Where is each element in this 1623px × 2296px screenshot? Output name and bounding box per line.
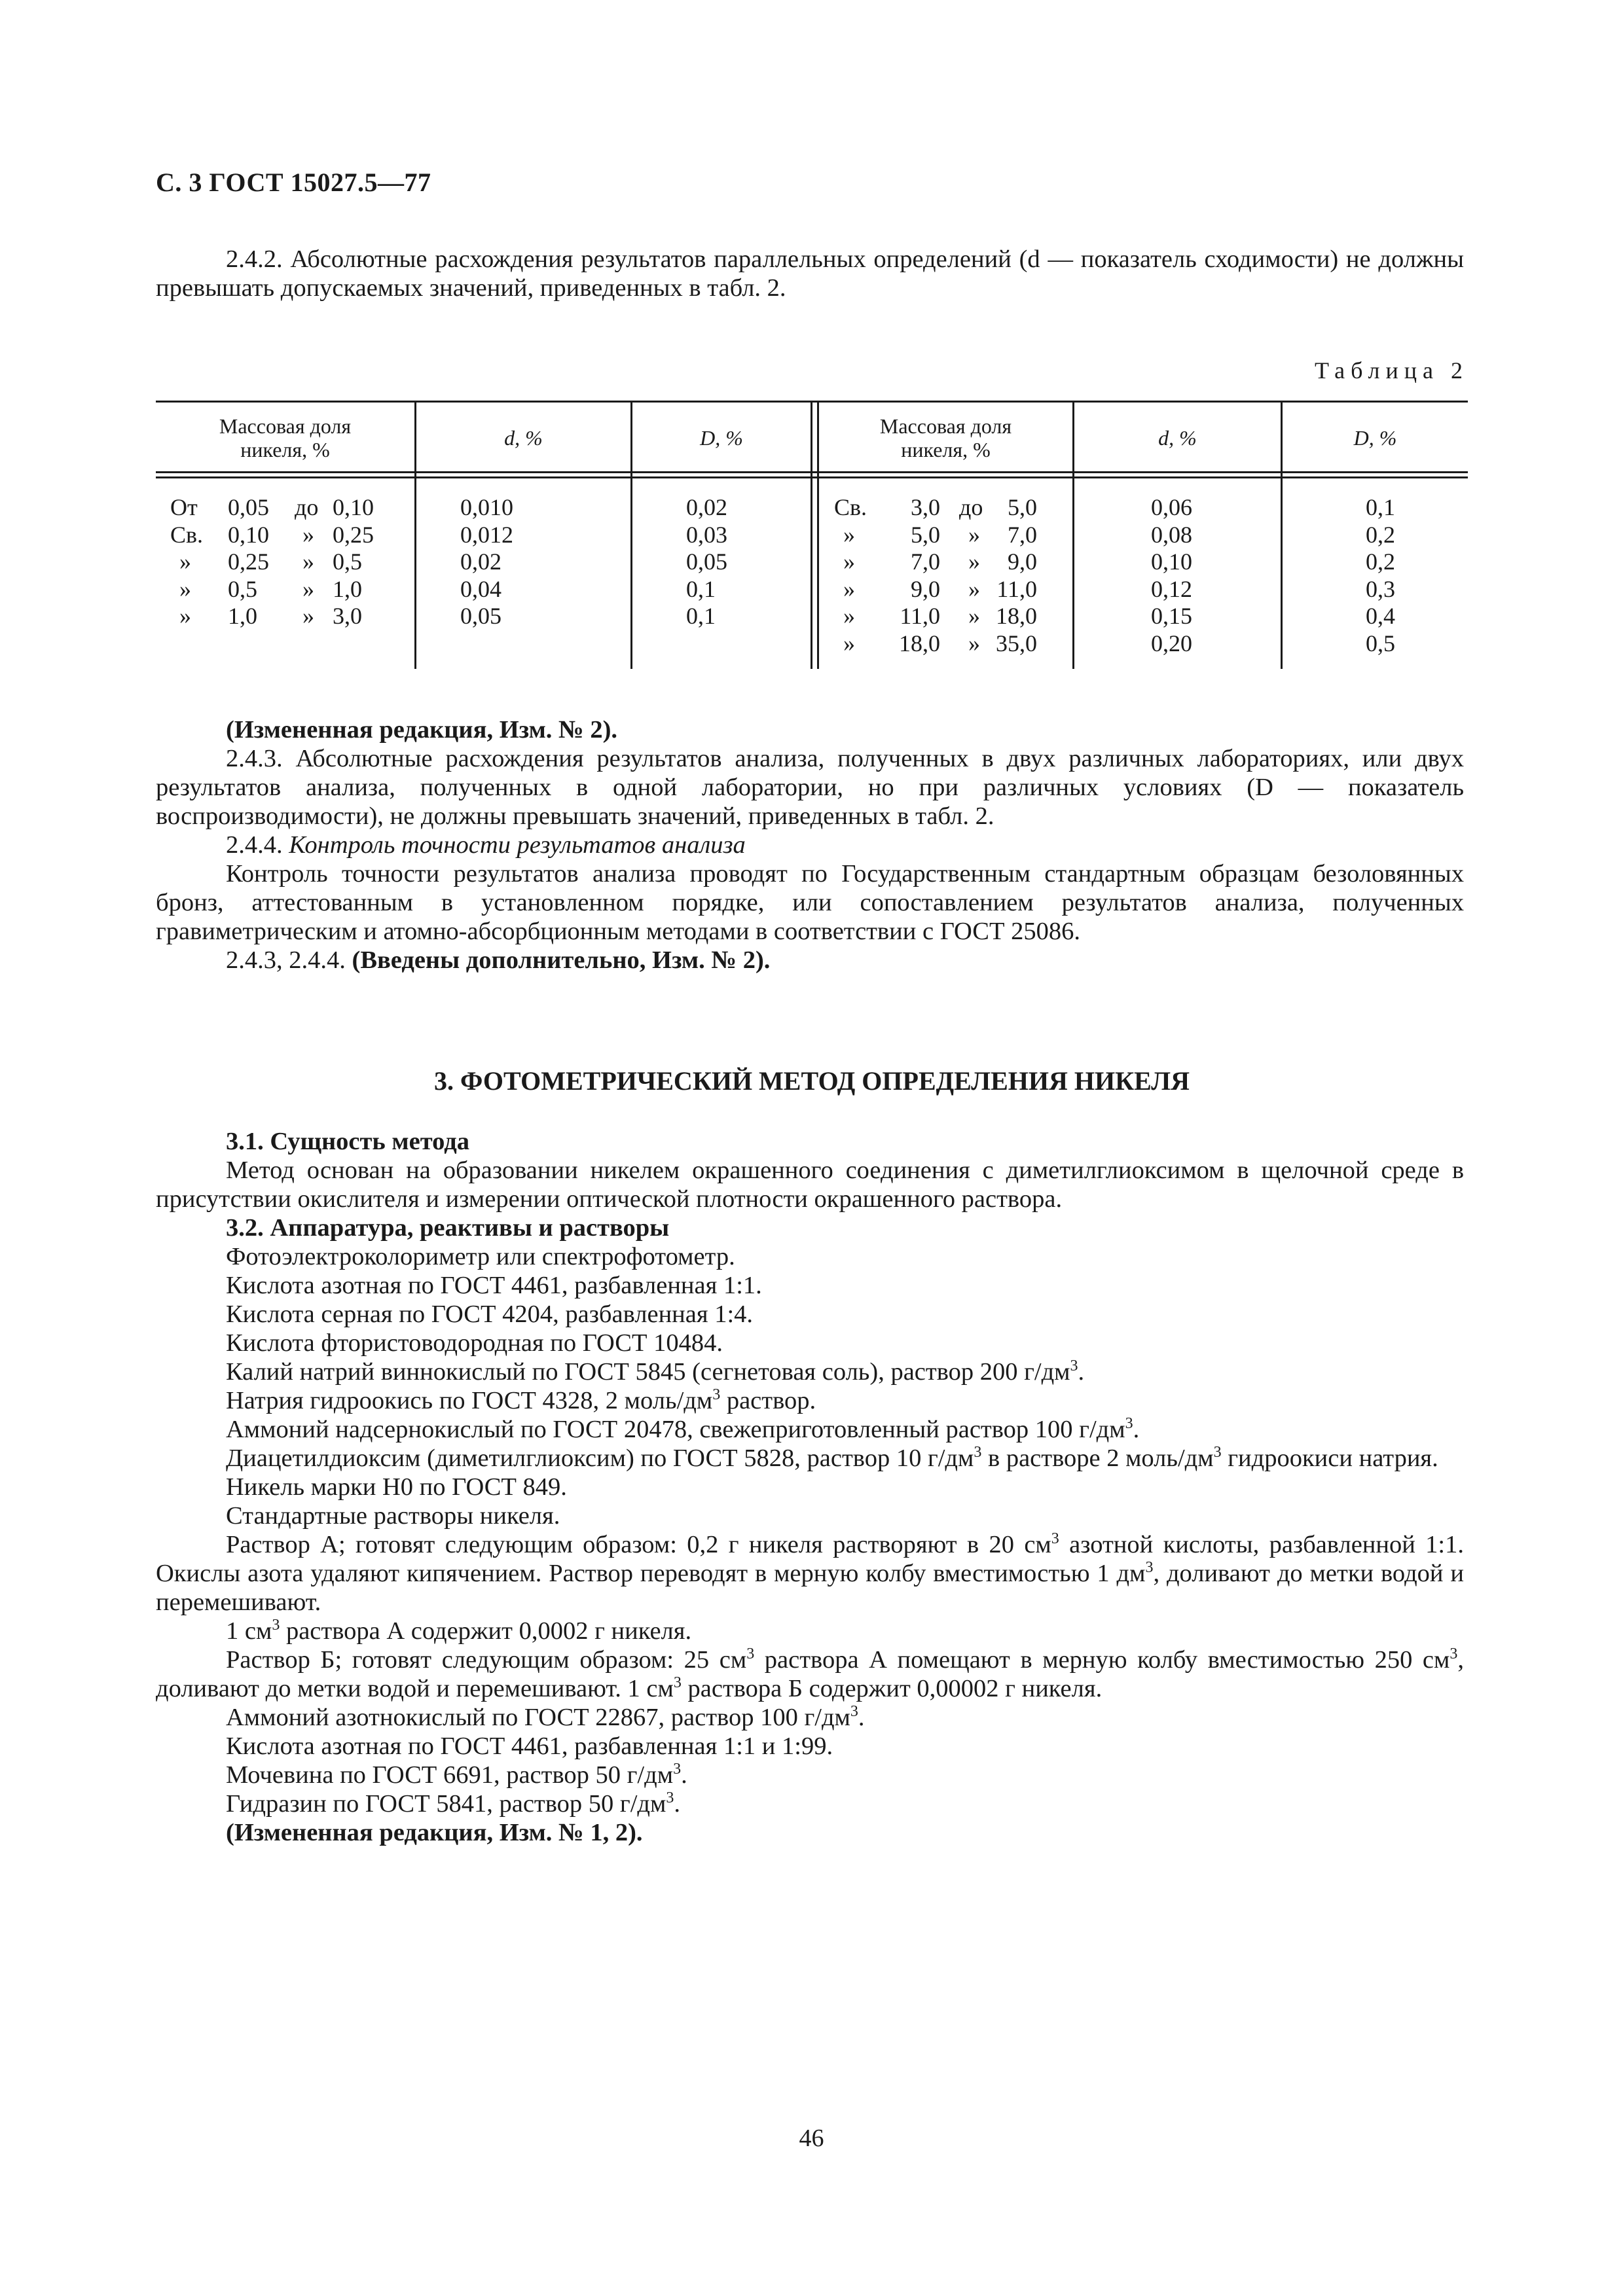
cell: 0,03 (686, 521, 727, 548)
cell: 0,2 (1366, 548, 1395, 575)
reagent-line: Кислота серная по ГОСТ 4204, разбавленная 1:4. (226, 1300, 754, 1328)
cell: 0,10 (228, 521, 269, 548)
cell: 35,0 (996, 630, 1037, 656)
left-range-from-col (228, 494, 269, 630)
cell: 1,0 (228, 603, 257, 629)
reagent-line: Никель марки Н0 по ГОСТ 849. (226, 1473, 567, 1501)
cell: 0,05 (686, 548, 727, 575)
left-range-to-prefix-col (295, 494, 318, 630)
reagent-line: Диацетилдиоксим (диметилглиоксим) по ГОСТ 5828, раствор 10 $г/дм^3$ в растворе 2 моль/$дм^3$ гидроокиси натрия. (226, 1444, 1438, 1472)
cell: 0,10 (1151, 548, 1192, 575)
introduced-note: 2.4.3, 2.4.4. (Введены дополнительно, Изм. № 2). (226, 946, 771, 974)
header-d-right: d, % (1158, 426, 1197, 450)
cell: 1,0 (333, 575, 362, 602)
cell: 0,5 (228, 575, 257, 602)
cell: » (179, 603, 191, 629)
reagent-line: Натрия гидроокись по ГОСТ 4328, 2 моль/$дм^3$ раствор. (226, 1386, 816, 1414)
paragraph-2-4-2 (156, 245, 1464, 302)
edition-note: (Измененная редакция, Изм. № 2). (226, 716, 618, 744)
cell: 0,06 (1151, 494, 1192, 520)
table-double-divider-left (811, 401, 812, 669)
paragraph-2-4-4-title: Контроль точности результатов анализа (289, 831, 746, 859)
paragraph-2-4-4-heading: 2.4.4. Контроль точности результатов анализа (226, 831, 746, 859)
paragraph-2-4-4-text: Контроль точности результатов анализа проводят по Государственным стандартным образцам безоловянных бронз, аттестованным в установленном порядке, или сопоставлением результатов анализа, полученных гравиметрическим и атомно-абсорбционным методами в соответствии с ГОСТ 25086. (156, 860, 1464, 945)
paragraph-text: 2.4.2. Абсолютные расхождения результатов параллельных определений (d — показатель сходимости) не должны превышать допускаемых значений, приведенных в табл. 2. (156, 245, 1464, 302)
cell: 0,012 (460, 521, 513, 548)
cell: до (959, 494, 983, 520)
reagent-line: Кислота азотная по ГОСТ 4461, разбавленная 1:1. (226, 1272, 762, 1299)
cell: 18,0 (996, 603, 1037, 629)
cell: 3,0 (911, 494, 940, 520)
reagent-line: Мочевина по ГОСТ 6691, раствор 50 $г/дм^3$. (226, 1761, 687, 1789)
cell: » (843, 603, 855, 629)
cell: 0,20 (1151, 630, 1192, 656)
cell: 0,25 (333, 521, 374, 548)
reagent-line: Аммоний азотнокислый по ГОСТ 22867, раствор 100 $г/дм^3$. (226, 1703, 865, 1731)
left-d-col (460, 494, 513, 630)
cell: 0,05 (460, 603, 501, 629)
cell: » (179, 548, 191, 575)
cell: » (843, 575, 855, 602)
cell: » (968, 630, 980, 656)
right-d-col (1151, 494, 1192, 657)
subsection-3-2-title: 3.2. Аппаратура, реактивы и растворы (226, 1214, 670, 1242)
header-mass-fraction-right: Массовая доля никеля, % (879, 414, 1012, 461)
reagent-line: Фотоэлектроколориметр или спектрофотометр. (226, 1243, 735, 1270)
cell: 0,4 (1366, 603, 1395, 629)
cell: » (968, 603, 980, 629)
cell: 0,02 (686, 494, 727, 520)
cell: 0,5 (1366, 630, 1395, 656)
cell: » (302, 603, 314, 629)
cell: до (295, 494, 319, 520)
cell: 0,25 (228, 548, 269, 575)
cell: 7,0 (1008, 521, 1037, 548)
cell: 9,0 (911, 575, 940, 602)
cell: 0,10 (333, 494, 374, 520)
reagent-line: Калий натрий виннокислый по ГОСТ 5845 (сегнетовая соль), раствор 200 $г/дм^3$. (226, 1357, 1085, 1386)
cell: » (302, 575, 314, 602)
page-header: С. 3 ГОСТ 15027.5—77 (156, 168, 431, 197)
reagent-line: Стандартные растворы никеля. (226, 1502, 560, 1530)
header-d-left: d, % (504, 426, 543, 450)
cell: 3,0 (333, 603, 362, 629)
right-range-to-col (987, 494, 1037, 657)
cell: 0,010 (460, 494, 513, 520)
cell: » (843, 548, 855, 575)
reagent-line: Гидразин по ГОСТ 5841, раствор 50 $г/дм^3$. (226, 1789, 680, 1818)
cell: Св. (834, 494, 867, 520)
right-D-col (1366, 494, 1395, 657)
cell: 5,0 (911, 521, 940, 548)
header-D-right: D, % (1353, 426, 1397, 450)
cell: 11,0 (996, 575, 1037, 602)
subsection-3-1-text: Метод основан на образовании никелем окрашенного соединения с диметилглиоксимом в щелочной среде в присутствии окислителя и измерении оптической плотности окрашенного раствора. (156, 1157, 1464, 1213)
solution-a-content: 1 $см^3$ раствора А содержит 0,0002 г никеля. (226, 1617, 692, 1645)
solution-b-text: Раствор Б; готовят следующим образом: 25 $см^3$ раствора А помещают в мерную колбу вместимостью 250 $см^3$, доливают до метки водой и перемешивают. 1 $см^3$ раствора Б содержит 0,00002 г никеля. (156, 1645, 1464, 1702)
after-table-block (156, 715, 1464, 975)
cell: 0,2 (1366, 521, 1395, 548)
cell: 9,0 (1008, 548, 1037, 575)
cell: 0,02 (460, 548, 501, 575)
header-mass-fraction-left: Массовая доля никеля, % (219, 414, 352, 461)
cell: 0,1 (686, 603, 716, 629)
page-number: 46 (799, 2125, 824, 2152)
right-range-from-col (889, 494, 940, 657)
cell: 0,12 (1151, 575, 1192, 602)
cell: » (179, 575, 191, 602)
cell: От (170, 494, 198, 520)
cell: 0,1 (1366, 494, 1395, 520)
cell: 0,3 (1366, 575, 1395, 602)
cell: 0,15 (1151, 603, 1192, 629)
right-range-prefix-col (834, 494, 867, 657)
reagent-line: Аммоний надсернокислый по ГОСТ 20478, свежеприготовленный раствор 100 $г/дм^3$. (226, 1415, 1140, 1443)
cell: » (302, 548, 314, 575)
cell: 18,0 (899, 630, 940, 656)
left-range-prefix-col (170, 494, 203, 630)
header-D-left: D, % (700, 426, 743, 450)
section-3-body (156, 1127, 1464, 1847)
section-3-title: 3. ФОТОМЕТРИЧЕСКИЙ МЕТОД ОПРЕДЕЛЕНИЯ НИКЕЛЯ (434, 1066, 1190, 1096)
cell: 11,0 (900, 603, 940, 629)
cell: 0,1 (686, 575, 716, 602)
left-D-col (686, 494, 727, 630)
cell: » (843, 521, 855, 548)
cell: » (968, 575, 980, 602)
cell: Св. (170, 521, 204, 548)
cell: 0,5 (333, 548, 362, 575)
cell: » (968, 521, 980, 548)
solution-a-text: Раствор А; готовят следующим образом: 0,2 г никеля растворяют в 20 $см^3$ азотной кислоты, разбавленной 1:1. Окислы азота удаляют кипячением. Раствор переводят в мерную колбу вместимостью 1 $дм^3$, доливают до метки водой и перемешивают. (156, 1530, 1465, 1616)
cell: 0,08 (1151, 521, 1192, 548)
edition-note-3: (Измененная редакция, Изм. № 1, 2). (226, 1819, 643, 1846)
subsection-3-1-title: 3.1. Сущность метода (226, 1128, 469, 1155)
table-caption: Таблица 2 (1315, 357, 1468, 384)
reagent-line: Кислота азотная по ГОСТ 4461, разбавленная 1:1 и 1:99. (226, 1732, 833, 1760)
cell: 0,05 (228, 494, 269, 520)
reagent-line: Кислота фтористоводородная по ГОСТ 10484. (226, 1329, 723, 1357)
tolerance-table (156, 401, 1468, 669)
cell: 5,0 (1008, 494, 1037, 520)
cell: 0,04 (460, 575, 501, 602)
cell: » (302, 521, 314, 548)
right-range-to-prefix-col (959, 494, 983, 657)
cell: 7,0 (911, 548, 940, 575)
left-range-to-col (333, 494, 374, 630)
paragraph-2-4-3: 2.4.3. Абсолютные расхождения результатов анализа, полученных в двух различных лабораториях, или двух результатов анализа, полученных в одной лаборатории, но при различных условиях (D — показатель воспроизводимости), не должны превышать значений, приведенных в табл. 2. (156, 745, 1464, 830)
cell: » (968, 548, 980, 575)
cell: » (843, 630, 855, 656)
